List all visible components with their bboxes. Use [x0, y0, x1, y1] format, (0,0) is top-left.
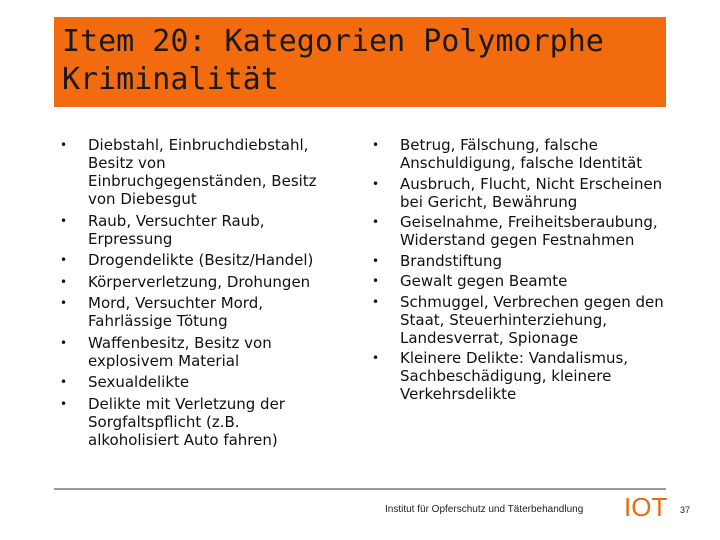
bullet-icon: • [372, 138, 380, 152]
list-item [372, 175, 672, 211]
list-item-text: Drogendelikte (Besitz/Handel) [88, 251, 314, 269]
slide-title-line-2: Kriminalität [62, 62, 279, 97]
bullet-icon: • [60, 274, 68, 289]
list-item [60, 212, 332, 248]
list-item [372, 349, 672, 403]
bullet-icon: • [372, 351, 380, 365]
list-item-text: Sexualdelikte [88, 373, 190, 391]
page-number: 37 [680, 505, 691, 515]
list-item-text: Schmuggel, Verbrechen gegen den Staat, Steuerhinterziehung, Landesverrat, Spionage [400, 292, 664, 347]
list-item [372, 213, 672, 249]
bullet-icon: • [60, 296, 68, 310]
right-bullet-list [372, 136, 672, 406]
list-item-text: Kleinere Delikte: Vandalismus, Sachbeschädigung, kleinere Verkehrsdelikte [400, 349, 629, 403]
iot-logo: IOT [624, 492, 668, 522]
title-banner [54, 17, 666, 107]
list-item-text: Raub, Versuchter Raub, Erpressung [88, 211, 265, 248]
list-item-text: Brandstiftung [400, 251, 502, 270]
list-item-text: Geiselnahme, Freiheitsberaubung, Widerstand gegen Festnahmen [400, 213, 658, 249]
list-item-text: Ausbruch, Flucht, Nicht Erscheinen bei Gericht, Bewährung [400, 174, 663, 211]
bullet-icon: • [372, 294, 380, 309]
list-item-text: Diebstahl, Einbruchdiebstahl, Besitz von Einbruchgegenständen, Besitz von Diebesgut [88, 136, 317, 208]
list-item [372, 293, 672, 347]
list-item [60, 136, 332, 208]
footer-institute: Institut für Opferschutz und Täterbehandlung [385, 504, 584, 515]
bullet-icon: • [372, 253, 380, 268]
bullet-icon: • [60, 253, 68, 267]
list-item [60, 373, 332, 391]
slide-title [62, 23, 656, 99]
list-item-text: Mord, Versuchter Mord, Fahrlässige Tötung [88, 294, 264, 330]
bullet-icon: • [372, 176, 380, 191]
bullet-icon: • [60, 396, 68, 411]
list-item [60, 294, 332, 330]
list-item [60, 395, 332, 449]
bullet-icon: • [372, 215, 380, 229]
list-item [60, 251, 332, 269]
list-item-text: Waffenbesitz, Besitz von explosivem Material [88, 333, 272, 370]
list-item [60, 273, 332, 291]
list-item [372, 136, 672, 172]
slide-title-line-1: Item 20: Kategorien Polymorphe [62, 24, 604, 59]
list-item [60, 334, 332, 370]
bullet-icon: • [60, 213, 68, 228]
list-item-text: Betrug, Fälschung, falsche Anschuldigung, falsche Identität [400, 136, 643, 172]
list-item [372, 252, 672, 270]
list-item-text: Delikte mit Verletzung der Sorgfaltspflicht (z.B. alkoholisiert Auto fahren) [88, 394, 285, 449]
list-item-text: Gewalt gegen Beamte [400, 272, 568, 290]
footer-divider [54, 488, 666, 490]
list-item-text: Körperverletzung, Drohungen [88, 272, 311, 291]
bullet-icon: • [60, 138, 68, 152]
bullet-icon: • [60, 335, 68, 350]
left-bullet-list [60, 136, 332, 452]
list-item [372, 272, 672, 290]
bullet-icon: • [60, 375, 68, 389]
bullet-icon: • [372, 274, 380, 288]
